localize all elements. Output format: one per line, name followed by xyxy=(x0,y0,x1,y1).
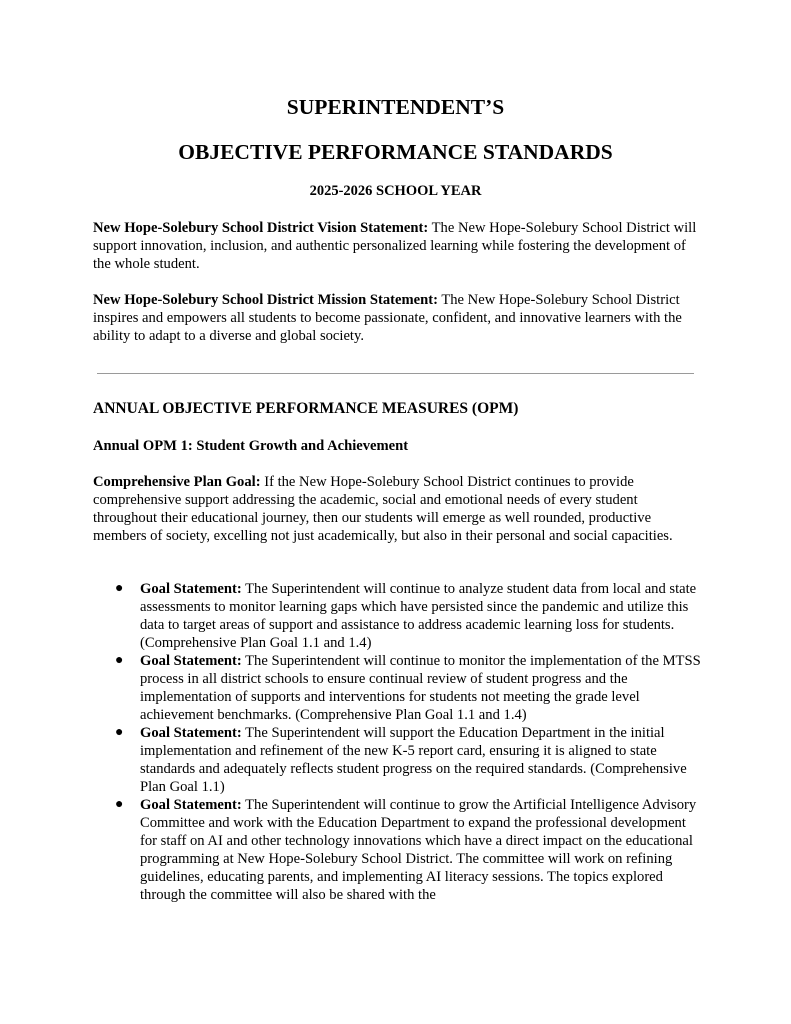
goal-statement-text: The Superintendent will support the Education Department in the initial implementation and refinement of the new K-5 report card, ensuring it is aligned to state standards and adequately reflects student progress on the required standards. (Comprehensive Plan Goal 1.1) xyxy=(140,725,687,795)
bullet-icon: ● xyxy=(115,725,124,740)
document-title: SUPERINTENDENT’S xyxy=(286,95,505,119)
goal-statement-text: The Superintendent will continue to analyze student data from local and state assessments to monitor learning gaps which have persisted since the pandemic and utilize this data to target areas of support and assistance to address academic learning loss for students. (Comprehensive Plan Goal 1.1 and 1.4) xyxy=(140,581,697,651)
school-year-heading: 2025-2026 SCHOOL YEAR xyxy=(309,183,482,199)
section-heading: ANNUAL OBJECTIVE PERFORMANCE MEASURES (OPM) xyxy=(93,400,519,417)
mission-statement-label: New Hope-Solebury School District Mission Statement: xyxy=(93,292,438,308)
mission-statement xyxy=(93,291,703,345)
list-item xyxy=(115,580,705,652)
vision-statement-text: The New Hope-Solebury School District will support innovation, inclusion, and authentic personalized learning while fostering the development of the whole student. xyxy=(93,220,697,272)
opm-heading: Annual OPM 1: Student Growth and Achievement xyxy=(93,438,409,454)
goal-statement-label: Goal Statement: xyxy=(140,725,242,741)
list-item xyxy=(115,724,705,796)
goal-statement-label: Goal Statement: xyxy=(140,581,242,597)
goal-statement-text: The Superintendent will continue to grow the Artificial Intelligence Advisory Committee and work with the Education Department to expand the professional development for staff on AI and other technology innovations which have a direct impact on the educational programming at New Hope-Solebury School District. The committee will work on refining guidelines, educating parents, and implementing AI literacy sessions. The topics explored through the committee will also be shared with the xyxy=(140,797,697,903)
bullet-icon: ● xyxy=(115,797,124,812)
horizontal-divider xyxy=(97,373,694,374)
goal-statement-list xyxy=(115,580,705,904)
goal-statement-label: Goal Statement: xyxy=(140,653,242,669)
vision-statement xyxy=(93,219,703,273)
goal-statement-text: The Superintendent will continue to monitor the implementation of the MTSS process in all district schools to ensure continual review of student progress and the implementation of supports and interventions for students not meeting the grade level achievement benchmarks. (Comprehensive Plan Goal 1.1 and 1.4) xyxy=(140,653,701,723)
goal-statement-label: Goal Statement: xyxy=(140,797,242,813)
comprehensive-plan-goal xyxy=(93,473,703,545)
list-item xyxy=(115,796,705,904)
bullet-icon: ● xyxy=(115,581,124,596)
comprehensive-plan-goal-text: If the New Hope-Solebury School District continues to provide comprehensive support addressing the academic, social and emotional needs of every student throughout their educational journey, then our students will emerge as well rounded, productive members of society, excelling not just academically, but also in their personal and social capacities. xyxy=(93,474,673,544)
comprehensive-plan-goal-label: Comprehensive Plan Goal: xyxy=(93,474,261,490)
vision-statement-label: New Hope-Solebury School District Vision Statement: xyxy=(93,220,429,236)
list-item xyxy=(115,652,705,724)
mission-statement-text: The New Hope-Solebury School District inspires and empowers all students to become passionate, confident, and innovative learners with the ability to adapt to a diverse and global society. xyxy=(93,292,682,344)
bullet-icon: ● xyxy=(115,653,124,668)
document-subtitle: OBJECTIVE PERFORMANCE STANDARDS xyxy=(178,140,613,164)
